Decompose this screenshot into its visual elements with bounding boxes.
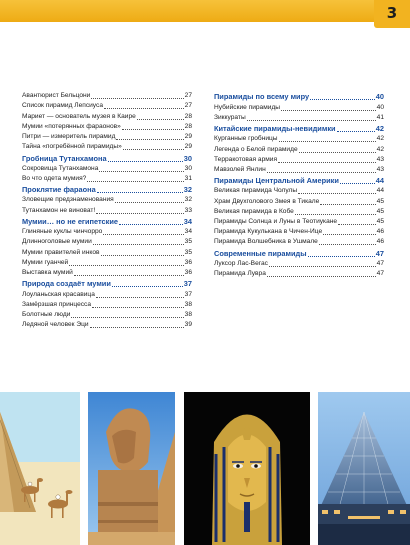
toc-leader-dots xyxy=(108,161,183,162)
toc-leader-dots xyxy=(116,139,183,140)
toc-leader-dots xyxy=(112,286,183,287)
toc-leader-dots xyxy=(267,276,376,277)
toc-entry xyxy=(214,102,384,112)
toc-entry-page: 29 xyxy=(184,143,192,151)
toc-entry xyxy=(22,195,192,205)
toc-leader-dots xyxy=(104,108,184,109)
toc-entry xyxy=(214,196,384,206)
toc-entry-title: Пирамида Волшебника в Ушмале xyxy=(214,238,318,246)
toc-right-column xyxy=(214,91,384,279)
toc-leader-dots xyxy=(90,327,184,328)
toc-entry xyxy=(22,111,192,121)
toc-entry-title: Пирамиды по всему миру xyxy=(214,92,310,102)
toc-entry-title: Легенда о Белой пирамиде xyxy=(214,145,298,153)
toc-leader-dots xyxy=(96,213,183,214)
toc-leader-dots xyxy=(337,131,375,132)
toc-entry-page: 42 xyxy=(375,124,384,134)
toc-leader-dots xyxy=(320,204,375,205)
photo-strip xyxy=(0,392,410,545)
toc-entry xyxy=(22,258,192,268)
toc-entry-title: Глиняные куклы чинчорро xyxy=(22,228,103,236)
toc-entry-title: Во что одета мумия? xyxy=(22,174,87,182)
toc-entry xyxy=(22,300,192,310)
toc-entry-title: Мумии гуанчей xyxy=(22,258,69,266)
toc-section-entry xyxy=(22,216,192,227)
toc-entry-page: 38 xyxy=(184,310,192,318)
toc-entry xyxy=(22,289,192,299)
toc-leader-dots xyxy=(69,265,183,266)
toc-entry xyxy=(214,207,384,217)
toc-leader-dots xyxy=(101,255,184,256)
toc-entry xyxy=(214,165,384,175)
toc-section-entry xyxy=(214,123,384,134)
toc-entry-page: 42 xyxy=(376,135,384,143)
toc-entry-title: Ледяной человек Эци xyxy=(22,321,89,329)
toc-entry-page: 46 xyxy=(376,238,384,246)
toc-entry-title: Великая пирамида Чолулы xyxy=(214,187,298,195)
toc-entry xyxy=(214,227,384,237)
toc-entry xyxy=(22,227,192,237)
toc-entry-page: 35 xyxy=(184,238,192,246)
toc-entry-title: Тутанхамон не виноват! xyxy=(22,206,96,214)
toc-entry xyxy=(214,186,384,196)
toc-entry xyxy=(22,164,192,174)
toc-entry xyxy=(214,259,384,269)
toc-section-entry xyxy=(22,278,192,289)
toc-section-entry xyxy=(22,184,192,195)
toc-entry xyxy=(22,268,192,278)
toc-entry-title: Лоуланьская красавица xyxy=(22,290,95,298)
toc-entry xyxy=(22,237,192,247)
toc-section-entry xyxy=(214,175,384,186)
pyramid-caravan-illustration xyxy=(0,392,80,545)
toc-entry-page: 31 xyxy=(184,174,192,182)
toc-entry xyxy=(214,269,384,279)
toc-entry-title: Китайские пирамиды-невидимки xyxy=(214,124,336,134)
toc-entry-page: 34 xyxy=(184,228,192,236)
toc-entry-title: Список пирамид Лепсиуса xyxy=(22,102,103,110)
toc-entry-title: Луксор Лас-Вегас xyxy=(214,260,268,267)
toc-entry-page: 28 xyxy=(184,112,192,120)
toc-entry-title: Великая пирамида в Кобе xyxy=(214,207,294,215)
toc-entry-title: Курганные гробницы xyxy=(214,135,278,143)
toc-entry xyxy=(214,217,384,227)
toc-entry-page: 38 xyxy=(184,300,192,308)
toc-leader-dots xyxy=(115,202,184,203)
toc-entry-title: Длинноголовые мумии xyxy=(22,238,92,246)
toc-entry-page: 44 xyxy=(376,187,384,195)
toc-entry-page: 27 xyxy=(184,102,192,110)
toc-leader-dots xyxy=(247,120,376,121)
toc-entry-title: Тайна «погребённой пирамиды» xyxy=(22,143,122,151)
toc-entry-title: Пирамиды Центральной Америки xyxy=(214,176,339,186)
toc-entry-title: Мумии «потерянных фараонов» xyxy=(22,122,121,130)
toc-left-column xyxy=(22,91,192,330)
toc-entry xyxy=(22,320,192,330)
toc-leader-dots xyxy=(87,181,183,182)
toc-entry-page: 42 xyxy=(376,145,384,153)
toc-entry-title: Современные пирамиды xyxy=(214,248,307,258)
toc-entry xyxy=(214,113,384,123)
toc-entry-page: 40 xyxy=(375,92,384,102)
toc-entry-title: Питри — измеритель пирамид xyxy=(22,132,116,140)
toc-entry-title: Мумии правителей инков xyxy=(22,248,100,256)
toc-leader-dots xyxy=(338,224,376,225)
toc-entry-title: Зловещие предзнаменования xyxy=(22,196,114,204)
toc-leader-dots xyxy=(137,119,184,120)
toc-entry-page: 44 xyxy=(375,176,384,186)
toc-leader-dots xyxy=(299,152,376,153)
toc-entry-title: Мариет — основатель музея в Каире xyxy=(22,112,136,120)
toc-entry-title: Пирамиды Солнца и Луны в Теотиукане xyxy=(214,218,338,226)
toc-entry xyxy=(214,144,384,154)
toc-entry-page: 33 xyxy=(184,206,192,214)
toc-leader-dots xyxy=(91,98,183,99)
toc-entry-page: 35 xyxy=(184,248,192,256)
toc-entry-page: 34 xyxy=(183,217,192,227)
toc-leader-dots xyxy=(122,129,184,130)
toc-entry-page: 47 xyxy=(376,270,384,278)
toc-entry-page: 28 xyxy=(184,122,192,130)
toc-entry xyxy=(214,155,384,165)
toc-leader-dots xyxy=(281,110,376,111)
toc-entry-page: 32 xyxy=(183,185,192,195)
toc-entry-page: 30 xyxy=(183,153,192,163)
toc-entry-title: Пирамида Кукулькана в Чичен-Ице xyxy=(214,228,323,236)
toc-leader-dots xyxy=(103,234,183,235)
toc-leader-dots xyxy=(323,234,376,235)
toc-entry-page: 32 xyxy=(184,196,192,204)
toc-entry-page: 37 xyxy=(183,279,192,289)
toc-entry-title: Проклятие фараона xyxy=(22,185,96,195)
toc-leader-dots xyxy=(71,317,183,318)
toc-leader-dots xyxy=(340,183,375,184)
toc-entry xyxy=(22,247,192,257)
toc-leader-dots xyxy=(319,244,376,245)
toc-entry xyxy=(22,142,192,152)
toc-section-entry xyxy=(214,91,384,102)
toc-leader-dots xyxy=(278,162,376,163)
toc-entry-page: 46 xyxy=(376,228,384,236)
toc-entry xyxy=(22,174,192,184)
toc-entry-page: 47 xyxy=(376,260,384,267)
toc-section-entry xyxy=(214,247,384,258)
toc-entry-page: 27 xyxy=(184,92,192,100)
toc-entry-title: Нубийские пирамиды xyxy=(214,103,281,111)
toc-leader-dots xyxy=(269,266,376,267)
toc-entry-title: Мумии… но не египетские xyxy=(22,217,119,227)
toc-leader-dots xyxy=(74,275,184,276)
toc-entry-page: 40 xyxy=(376,103,384,111)
toc-entry-page: 45 xyxy=(376,197,384,205)
toc-entry-title: Пирамида Лувра xyxy=(214,270,266,278)
tutankhamun-mask-photo xyxy=(184,392,310,545)
toc-entry-page: 43 xyxy=(376,165,384,173)
toc-entry-page: 41 xyxy=(376,113,384,121)
toc-entry-page: 30 xyxy=(184,164,192,172)
toc-leader-dots xyxy=(119,224,183,225)
toc-leader-dots xyxy=(97,192,183,193)
toc-entry-title: Терракотовая армия xyxy=(214,155,278,163)
toc-leader-dots xyxy=(308,256,375,257)
toc-entry xyxy=(214,134,384,144)
toc-entry-title: Авантюрист Бельцони xyxy=(22,92,91,100)
toc-entry xyxy=(214,237,384,247)
toc-leader-dots xyxy=(92,307,184,308)
page-number: 3 xyxy=(374,0,410,28)
toc-leader-dots xyxy=(279,141,376,142)
toc-entry-title: Природа создаёт мумии xyxy=(22,279,111,289)
toc-entry xyxy=(22,310,192,320)
toc-entry-page: 43 xyxy=(376,155,384,163)
toc-entry xyxy=(22,132,192,142)
toc-entry xyxy=(22,205,192,215)
toc-leader-dots xyxy=(298,193,376,194)
toc-leader-dots xyxy=(123,149,184,150)
toc-entry-title: Гробница Тутанхамона xyxy=(22,153,107,163)
toc-entry-title: Зиккураты xyxy=(214,113,246,121)
toc-leader-dots xyxy=(99,171,183,172)
toc-entry-title: Замёрзшая принцесса xyxy=(22,300,92,308)
toc-leader-dots xyxy=(93,244,184,245)
toc-entry-title: Мавзолей Янлин xyxy=(214,165,266,173)
toc-entry-title: Болотные люди xyxy=(22,310,71,318)
toc-entry-title: Сокровища Тутанхамона xyxy=(22,164,99,172)
toc-entry-page: 36 xyxy=(184,258,192,266)
toc-entry-title: Храм Двухголового Змея в Тикале xyxy=(214,197,320,205)
toc-entry-page: 45 xyxy=(376,218,384,226)
toc-entry-page: 39 xyxy=(184,321,192,329)
louvre-pyramid-photo xyxy=(318,392,410,545)
toc-entry-title: Выставка мумий xyxy=(22,268,73,276)
toc-section-entry xyxy=(22,152,192,163)
toc-entry xyxy=(22,122,192,132)
toc-entry xyxy=(22,101,192,111)
toc-leader-dots xyxy=(267,172,376,173)
sphinx-photo xyxy=(88,392,175,545)
toc-entry-page: 47 xyxy=(375,248,384,258)
toc-entry-page: 29 xyxy=(184,132,192,140)
toc-leader-dots xyxy=(310,99,375,100)
toc-entry xyxy=(22,91,192,101)
toc-leader-dots xyxy=(295,214,376,215)
toc-entry-page: 37 xyxy=(184,290,192,298)
toc-leader-dots xyxy=(96,297,184,298)
toc-entry-page: 45 xyxy=(376,207,384,215)
toc-entry-page: 36 xyxy=(184,268,192,276)
header-stripe xyxy=(0,0,410,22)
